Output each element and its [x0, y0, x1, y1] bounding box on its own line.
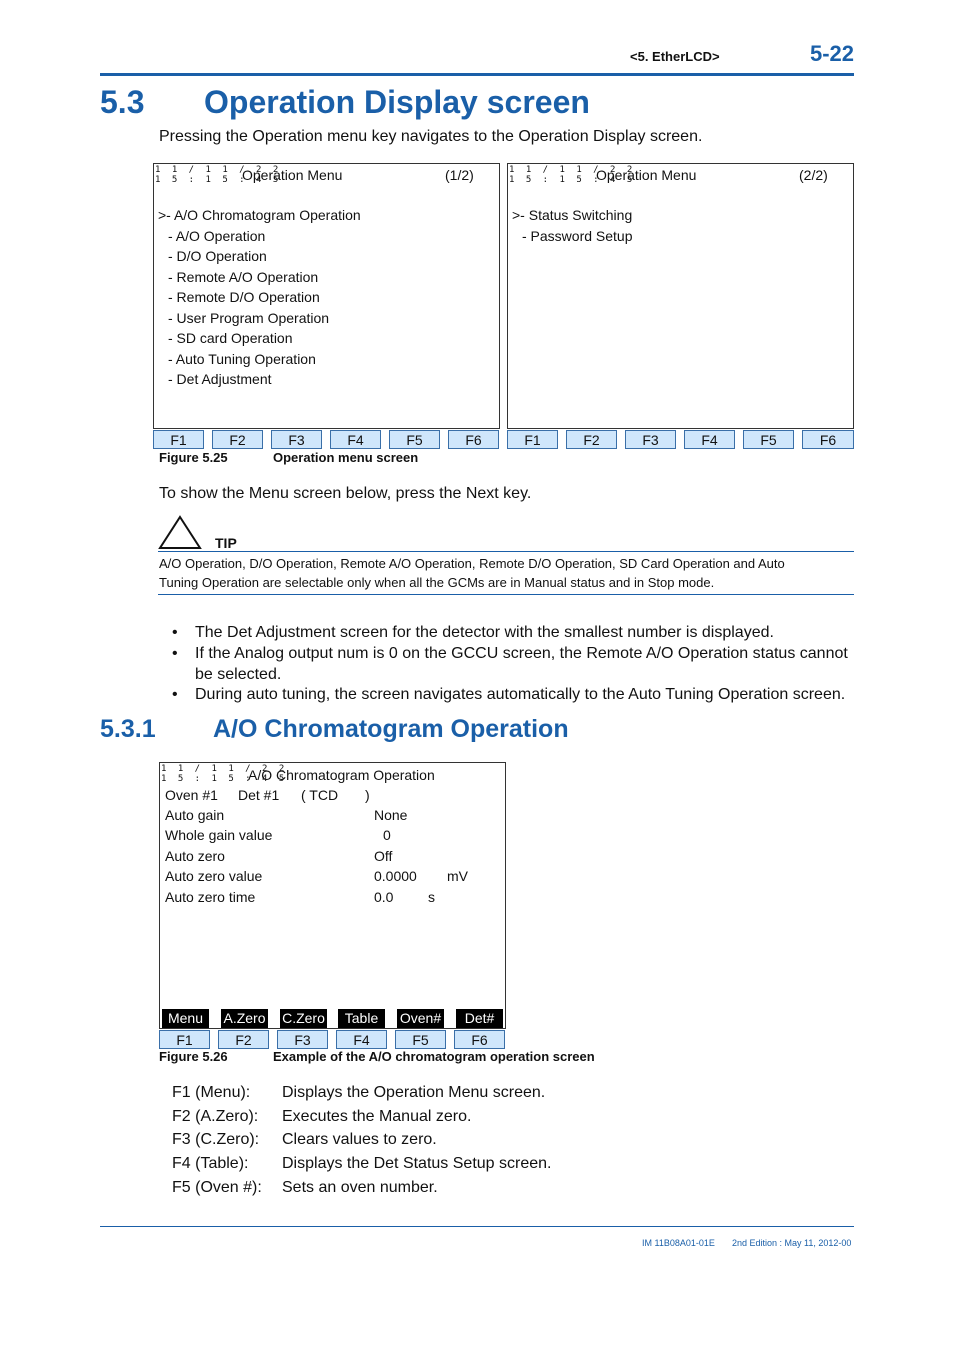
next-key-text: To show the Menu screen below, press the Next key. — [159, 485, 532, 502]
row-value: None — [374, 807, 408, 823]
tip-line-1: A/O Operation, D/O Operation, Remote A/O Operation, Remote D/O Operation, SD Card Operation and Auto — [159, 556, 785, 571]
f2-key[interactable]: F2 — [218, 1030, 269, 1049]
fn-key-desc: Displays the Operation Menu screen. — [282, 1084, 546, 1101]
lcd-date: 1 1 / 1 1 / 2 2 — [161, 764, 288, 774]
softkey-oven[interactable]: Oven# — [397, 1009, 444, 1028]
row-unit: mV — [447, 868, 468, 884]
softkey-a-zero[interactable]: A.Zero — [221, 1009, 268, 1028]
lcd-page-indicator: (2/2) — [799, 167, 828, 183]
lcd-page-indicator: (1/2) — [445, 167, 474, 183]
row-unit: s — [428, 889, 435, 905]
ao-chromatogram-screen — [159, 762, 506, 1029]
oven-number: Oven #1 — [165, 787, 218, 803]
tip-rule-top — [158, 551, 854, 552]
section-number: 5.3 — [100, 84, 145, 120]
f6-key[interactable]: F6 — [448, 430, 499, 449]
lcd-date: 1 1 / 1 1 / 2 2 — [509, 165, 636, 175]
tip-rule-bottom — [158, 594, 854, 595]
chapter-label: <5. EtherLCD> — [630, 49, 720, 64]
row-value: Off — [374, 848, 393, 864]
f1-key[interactable]: F1 — [507, 430, 558, 449]
f1-key[interactable]: F1 — [159, 1030, 210, 1049]
figure-caption: Example of the A/O chromatogram operation screen — [273, 1049, 595, 1064]
menu-item-auto-tuning[interactable]: - Auto Tuning Operation — [168, 351, 316, 367]
doc-id: IM 11B08A01-01E — [642, 1238, 715, 1248]
lcd-time: 1 5 : 1 5 : 4 5 — [161, 774, 288, 784]
bullet-text: During auto tuning, the screen navigates automatically to the Auto Tuning Operation screen. — [195, 686, 846, 703]
fn-key-desc: Executes the Manual zero. — [282, 1108, 472, 1125]
row-value: 0 — [383, 827, 391, 843]
bullet-text: be selected. — [195, 666, 282, 683]
page-number: 5-22 — [810, 41, 855, 66]
det-number: Det #1 — [238, 787, 280, 803]
lcd-time: 1 5 : 1 5 : 4 5 — [155, 175, 282, 185]
fn-key-desc: Clears values to zero. — [282, 1131, 437, 1148]
menu-item-det-adjustment[interactable]: - Det Adjustment — [168, 371, 272, 387]
f2-key[interactable]: F2 — [212, 430, 263, 449]
subsection-title — [100, 715, 569, 744]
tip-label: TIP — [215, 535, 237, 551]
f1-key[interactable]: F1 — [153, 430, 204, 449]
bullet-text: If the Analog output num is 0 on the GCCU screen, the Remote A/O Operation status cannot — [195, 645, 848, 662]
row-label: Auto zero time — [165, 889, 256, 905]
f5-key[interactable]: F5 — [395, 1030, 446, 1049]
row-label: Whole gain value — [165, 827, 273, 843]
tip-line-2: Tuning Operation are selectable only when all the GCMs are in Manual status and in Stop mode. — [159, 575, 715, 590]
intro-text: Pressing the Operation menu key navigates to the Operation Display screen. — [159, 128, 703, 145]
lcd-time: 1 5 : 1 5 : 4 5 — [509, 175, 636, 185]
bullet-mark: • — [172, 686, 178, 703]
lcd-date: 1 1 / 1 1 / 2 2 — [155, 165, 282, 175]
f4-key[interactable]: F4 — [330, 430, 381, 449]
bullet-text: The Det Adjustment screen for the detector with the smallest number is displayed. — [195, 624, 774, 641]
f4-key[interactable]: F4 — [684, 430, 735, 449]
operation-menu-screen-2 — [507, 163, 854, 429]
menu-item-do-operation[interactable]: - D/O Operation — [168, 248, 267, 264]
subsection-number: 5.3.1 — [100, 715, 156, 743]
softkey-c-zero[interactable]: C.Zero — [280, 1009, 327, 1028]
row-value: 0.0 — [374, 889, 394, 905]
fn-key-label: F5 (Oven #): — [172, 1179, 262, 1196]
menu-item-ao-operation[interactable]: - A/O Operation — [168, 228, 266, 244]
figure-label: Figure 5.25 — [159, 450, 228, 465]
det-type: ( TCD — [301, 787, 339, 803]
fn-key-desc: Sets an oven number. — [282, 1179, 438, 1196]
menu-item-ao-chromatogram[interactable]: >- A/O Chromatogram Operation — [158, 207, 361, 223]
section-title — [100, 84, 590, 121]
f6-key[interactable]: F6 — [802, 430, 854, 449]
bullet-mark: • — [172, 645, 178, 662]
edition: 2nd Edition : May 11, 2012-00 — [732, 1238, 852, 1248]
figure-label: Figure 5.26 — [159, 1049, 228, 1064]
softkey-menu[interactable]: Menu — [162, 1009, 209, 1028]
menu-item-password-setup[interactable]: - Password Setup — [522, 228, 633, 244]
fn-key-desc: Displays the Det Status Setup screen. — [282, 1155, 552, 1172]
f3-key[interactable]: F3 — [277, 1030, 328, 1049]
lcd-title: A/O Chromatogram Operation — [248, 767, 435, 783]
lcd-title: Operation Menu — [242, 167, 343, 183]
det-type-close: ) — [365, 787, 370, 803]
bullet-mark: • — [172, 624, 178, 641]
f6-key[interactable]: F6 — [454, 1030, 505, 1049]
menu-item-user-program[interactable]: - User Program Operation — [168, 310, 330, 326]
f5-key[interactable]: F5 — [389, 430, 440, 449]
menu-item-status-switching[interactable]: >- Status Switching — [512, 207, 633, 223]
softkey-det[interactable]: Det# — [456, 1009, 503, 1028]
operation-menu-screen-1 — [153, 163, 500, 429]
fn-key-label: F2 (A.Zero): — [172, 1108, 259, 1125]
row-label: Auto zero — [165, 848, 225, 864]
menu-item-remote-ao[interactable]: - Remote A/O Operation — [168, 269, 319, 285]
row-label: Auto zero value — [165, 868, 263, 884]
row-value: 0.0000 — [374, 868, 417, 884]
lcd-title: Operation Menu — [596, 167, 697, 183]
f4-key[interactable]: F4 — [336, 1030, 387, 1049]
menu-item-remote-do[interactable]: - Remote D/O Operation — [168, 289, 320, 305]
row-label: Auto gain — [165, 807, 225, 823]
f5-key[interactable]: F5 — [743, 430, 794, 449]
menu-item-sd-card[interactable]: - SD card Operation — [168, 330, 293, 346]
footer-rule — [100, 1226, 854, 1227]
section-title-text: Operation Display screen — [204, 84, 590, 120]
fn-key-label: F1 (Menu): — [172, 1084, 251, 1101]
subsection-title-text: A/O Chromatogram Operation — [213, 715, 569, 743]
fn-key-label: F4 (Table): — [172, 1155, 249, 1172]
tip-icon — [158, 515, 202, 551]
header-rule — [100, 73, 854, 76]
softkey-table[interactable]: Table — [338, 1009, 385, 1028]
fn-key-label: F3 (C.Zero): — [172, 1131, 260, 1148]
f3-key[interactable]: F3 — [625, 430, 676, 449]
figure-caption: Operation menu screen — [273, 450, 419, 465]
f3-key[interactable]: F3 — [271, 430, 322, 449]
f2-key[interactable]: F2 — [566, 430, 617, 449]
